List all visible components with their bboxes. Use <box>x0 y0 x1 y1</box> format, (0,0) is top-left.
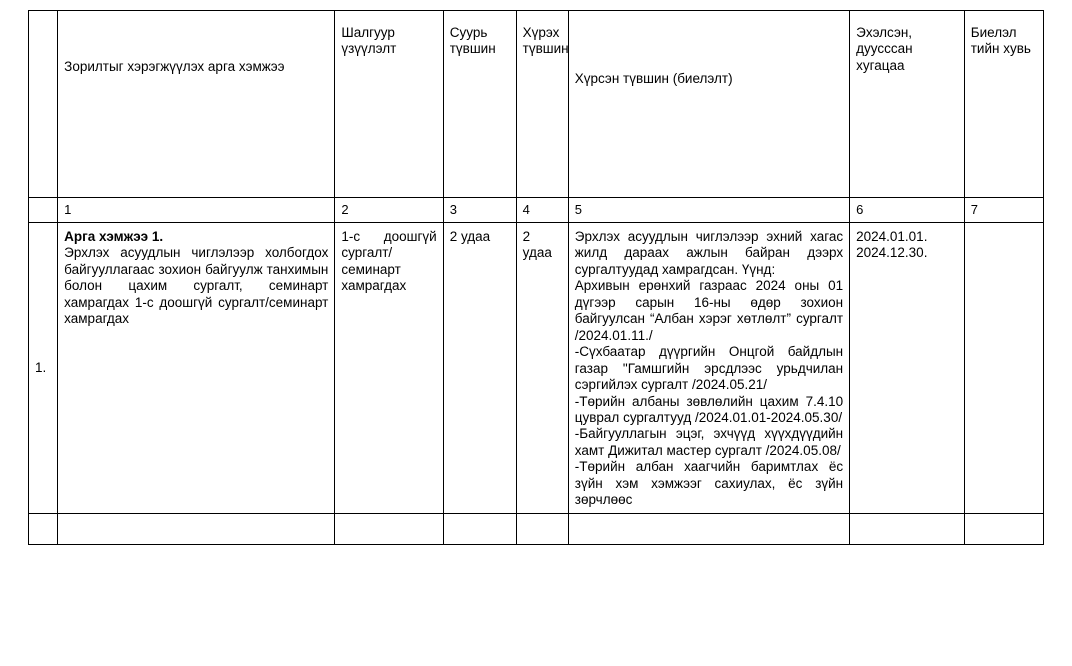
table-header-row <box>29 11 1044 198</box>
blank-cell-performance <box>964 513 1043 544</box>
header-cell-baseline: Суурь түвшин <box>443 11 516 198</box>
reached-intro: Эрхлэх асуудлын чиглэлээр эхний хагас жилд дараах ажлын байран дээрх сургалтуудад хамрагдсан. Үүнд: <box>574 228 844 277</box>
row-number: 1. <box>29 222 58 513</box>
header-cell-dates: Эхэлсэн, дуусссан хугацаа <box>850 11 965 198</box>
cell-reached <box>568 222 849 513</box>
reached-item: -Байгууллагын эцэг, эхчүүд хүүхдүүдийн хамт Дижитал мастер сургалт /2024.05.08/ <box>574 426 844 458</box>
header-cell-indicator: Шалгуур үзүүлэлт <box>335 11 443 198</box>
table-row-blank <box>29 513 1044 544</box>
blank-cell-baseline <box>443 513 516 544</box>
colnum-6: 6 <box>850 198 965 223</box>
colnum-3: 3 <box>443 198 516 223</box>
performance-report-table <box>28 10 1044 545</box>
reached-item: -Сүхбаатар дүүргийн Онцгой байдлын газар "Гамшгийн эрсдлээс урьдчилан сэргийлэх сургалт /2024.05.21/ <box>574 344 844 393</box>
blank-cell-rownumber <box>29 513 58 544</box>
header-cell-measure: Зорилтыг хэрэгжүүлэх арга хэмжээ <box>58 11 335 198</box>
blank-cell-target <box>516 513 568 544</box>
date-end: 2024.12.30. <box>856 245 928 261</box>
header-cell-rownumber <box>29 11 58 198</box>
blank-cell-measure <box>58 513 335 544</box>
blank-cell-reached <box>568 513 849 544</box>
colnum-4: 4 <box>516 198 568 223</box>
cell-indicator: 1-с доошгүй сургалт/семинарт хамрагдах <box>335 222 443 513</box>
cell-target: 2 удаа <box>516 222 568 513</box>
reached-item: -Төрийн албаны зөвлөлийн цахим 7.4.10 цуврал сургалтууд /2024.01.01-2024.05.30/ <box>574 393 844 426</box>
colnum-7: 7 <box>964 198 1043 223</box>
cell-dates <box>850 222 965 513</box>
measure-text: Эрхлэх асуудлын чиглэлээр холбогдох байгууллагаас зохион байгуулж танхимын болон цахим сургалт, семинарт хамрагдах 1-с доошгүй сургалт/семинарт хамрагдах <box>64 245 329 327</box>
blank-cell-indicator <box>335 513 443 544</box>
blank-cell-dates <box>850 513 965 544</box>
colnum-2: 2 <box>335 198 443 223</box>
cell-baseline: 2 удаа <box>443 222 516 513</box>
reached-item: -Төрийн албан хаагчийн баримтлах ёс зүйн хэм хэмжээг сахиулах, ёс зүйн зөрчлөөс <box>574 459 844 508</box>
table-row <box>29 222 1044 513</box>
reached-item: Архивын ерөнхий газраас 2024 оны 01 дүгээр сарын 16-ны өдөр зохион байгуулсан “Албан хэрэг хөтлөлт” сургалт /2024.01.11./ <box>574 278 844 343</box>
colnum-1: 1 <box>58 198 335 223</box>
colnum-0 <box>29 198 58 223</box>
cell-measure <box>58 222 335 513</box>
header-cell-reached: Хүрсэн түвшин (биелэлт) <box>568 11 849 198</box>
measure-title: Арга хэмжээ 1. <box>64 228 164 244</box>
date-start: 2024.01.01. <box>856 228 928 244</box>
header-cell-target: Хүрэх түвшин <box>516 11 568 198</box>
table-column-number-row <box>29 198 1044 223</box>
cell-performance <box>964 222 1043 513</box>
colnum-5: 5 <box>568 198 849 223</box>
header-cell-performance: Биелэл тийн хувь <box>964 11 1043 198</box>
